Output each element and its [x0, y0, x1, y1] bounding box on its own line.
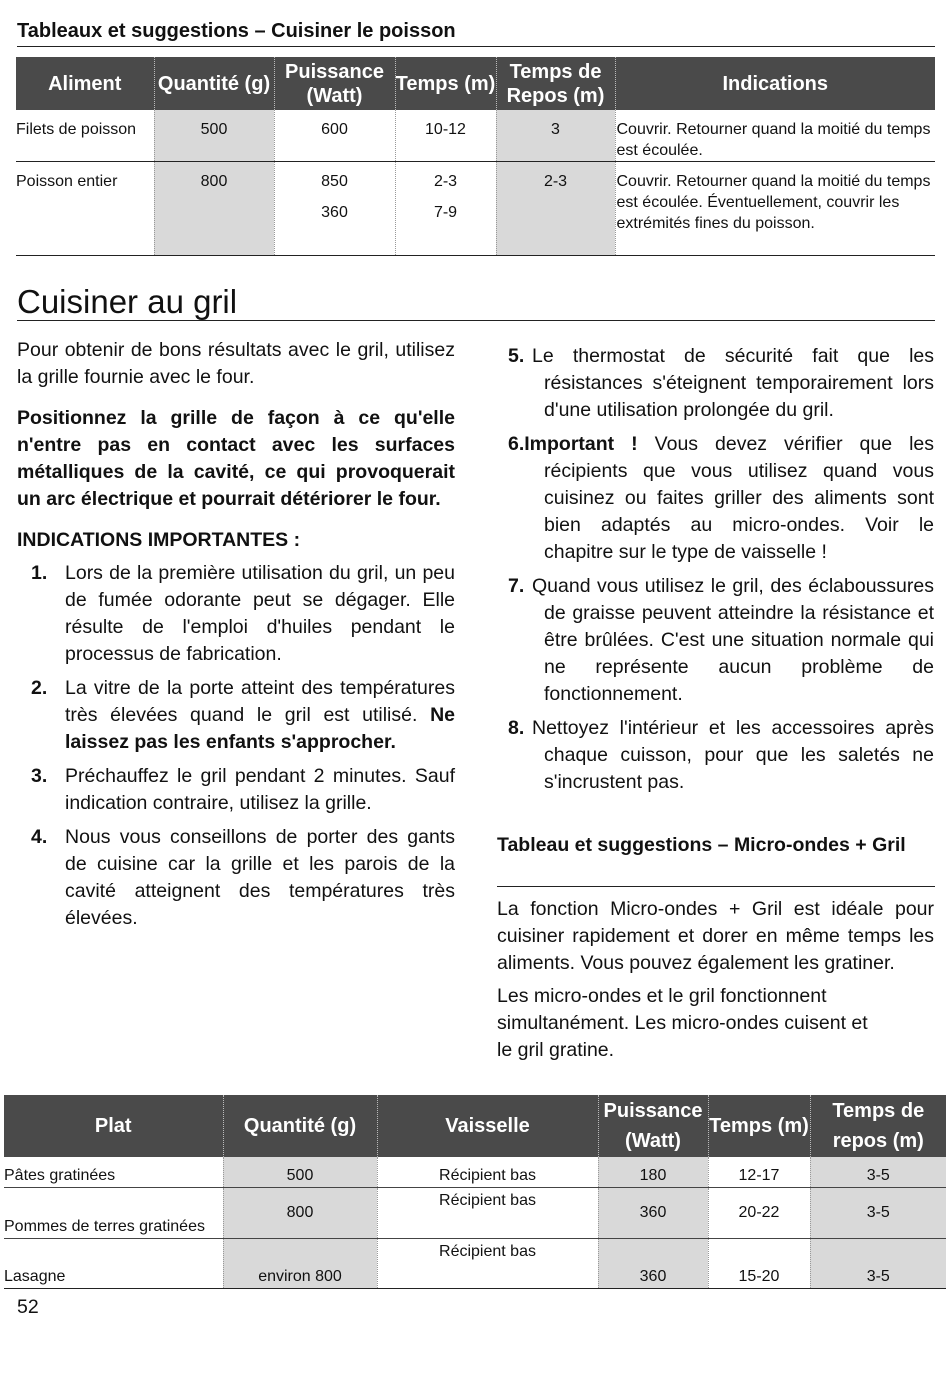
- list-item: [31, 763, 455, 817]
- cell-vaisselle: Récipient bas: [377, 1238, 598, 1288]
- cell-puissance: [274, 162, 395, 256]
- item-bold-text: Ne laissez pas les enfants s'approcher.: [65, 704, 455, 753]
- cell-puissance: 360: [598, 1238, 708, 1288]
- cell-temps: 12-17: [708, 1157, 810, 1187]
- item-text: Lors de la première utilisation du gril, un peu de fumée odorante peut se dégager. Elle résulte de l'emploi d'huiles pendant le processus de fabrication.: [65, 562, 455, 665]
- combo-paragraph-2: Les micro-ondes et le gril fonctionnent simultanément. Les micro-ondes cuisent et le gril gratine.: [497, 985, 868, 1061]
- cell-quantite: 500: [154, 110, 274, 162]
- cell-aliment: Poisson entier: [16, 173, 118, 190]
- item-text: La vitre de la porte atteint des températures très élevées quand le gril est utilisé.: [65, 677, 455, 726]
- divider: [17, 320, 935, 321]
- item-number: 7.: [508, 575, 525, 597]
- header-puissance: Puissance (Watt): [274, 57, 395, 110]
- item-text: Quand vous utilisez le gril, des éclaboussures de graisse peuvent atteindre la résistance et être brûlées. C'est une situation normale qui ne représente aucun problème de fonctionnement.: [532, 575, 934, 705]
- table-row: [4, 1187, 946, 1238]
- warning-text: Positionnez la grille de façon à ce qu'elle n'entre pas en contact avec les surfaces métalliques de la cavité, ce qui provoquerait un arc électrique et pourrait détériorer le four.: [17, 407, 455, 510]
- item-number: 5.: [508, 345, 525, 367]
- cell-repos: 3-5: [810, 1187, 946, 1238]
- cell-repos: 3-5: [810, 1238, 946, 1288]
- list-item: [508, 431, 934, 566]
- item-text: Le thermostat de sécurité fait que les résistances s'éteignent temporairement lors d'une utilisation prolongée du gril.: [532, 345, 934, 421]
- cell-plat: Pommes de terres gratinées: [4, 1217, 205, 1235]
- item-bold-text: Important !: [524, 433, 638, 455]
- divider: [497, 886, 935, 887]
- fish-table: [16, 57, 935, 256]
- cell-aliment: Filets de poisson: [16, 121, 137, 138]
- list-item: [508, 343, 934, 424]
- cell-puissance: 180: [598, 1157, 708, 1187]
- header-temps: Temps (m): [395, 57, 496, 110]
- item-text: Nettoyez l'intérieur et les accessoires après chaque cuisson, pour que les saletés ne s'incrustent pas.: [532, 717, 934, 793]
- list-item: [31, 560, 455, 668]
- value: 7-9: [433, 204, 458, 221]
- indications-list: [31, 560, 455, 932]
- cell-repos: 2-3: [496, 162, 615, 256]
- list-item: [31, 675, 455, 756]
- value: 2-3: [433, 173, 458, 190]
- cell-indications: Couvrir. Retourner quand la moitié du temps est écoulée.: [615, 110, 935, 162]
- header-repos: Temps de Repos (m): [496, 57, 615, 110]
- item-number: 8.: [508, 717, 525, 739]
- cell-temps: [395, 162, 496, 256]
- cell-plat: Lasagne: [4, 1267, 66, 1285]
- value: 850: [321, 173, 348, 190]
- divider: [17, 46, 935, 47]
- intro-text: Pour obtenir de bons résultats avec le gril, utilisez la grille fournie avec le four.: [17, 339, 455, 388]
- item-number: 6.: [508, 433, 525, 455]
- header-quantite: Quantité (g): [223, 1095, 377, 1157]
- cell-plat: Pâtes gratinées: [4, 1166, 116, 1184]
- item-text: Nous vous conseillons de porter des gants de cuisine car la grille et les parois de la cavité atteignent des températures très élevées.: [65, 826, 455, 929]
- cell-puissance: 600: [274, 110, 395, 162]
- cell-temps: 10-12: [395, 110, 496, 162]
- header-quantite: Quantité (g): [154, 57, 274, 110]
- combo-text: [497, 896, 934, 1064]
- header-temps: Temps (m): [708, 1095, 810, 1157]
- item-number: 3.: [31, 765, 48, 787]
- cell-repos: 3-5: [810, 1157, 946, 1187]
- item-number: 1.: [31, 562, 48, 584]
- item-number: 4.: [31, 826, 48, 848]
- cell-temps: 15-20: [708, 1238, 810, 1288]
- value: 360: [321, 204, 348, 221]
- combo-table-header: [4, 1095, 946, 1157]
- header-indications: Indications: [615, 57, 935, 110]
- page-number: 52: [17, 1296, 39, 1318]
- combo-title: Tableau et suggestions – Micro-ondes + Gril: [497, 834, 906, 856]
- cell-quantite: 800: [223, 1187, 377, 1238]
- cell-repos: 3: [496, 110, 615, 162]
- fish-table-title: Tableaux et suggestions – Cuisiner le poisson: [17, 20, 456, 42]
- left-column: [17, 337, 455, 932]
- combo-paragraph-1: La fonction Micro-ondes + Gril est idéale pour cuisiner rapidement et dorer en même temps les aliments. Vous pouvez également les gratiner.: [497, 898, 934, 974]
- table-row: [16, 162, 935, 256]
- list-item: [508, 573, 934, 708]
- section-title: Cuisiner au gril: [17, 283, 238, 320]
- cell-quantite: environ 800: [223, 1238, 377, 1288]
- table-row: [4, 1238, 946, 1288]
- header-repos: Temps de repos (m): [810, 1095, 946, 1157]
- list-item: [508, 715, 934, 796]
- combo-table: [4, 1095, 946, 1289]
- list-item: [31, 824, 455, 932]
- cell-quantite: 500: [223, 1157, 377, 1187]
- header-aliment: Aliment: [16, 57, 154, 110]
- cell-quantite: 800: [154, 162, 274, 256]
- header-plat: Plat: [4, 1095, 223, 1157]
- header-vaisselle: Vaisselle: [377, 1095, 598, 1157]
- cell-temps: 20-22: [708, 1187, 810, 1238]
- cell-vaisselle: Récipient bas: [377, 1187, 598, 1238]
- item-text: Préchauffez le gril pendant 2 minutes. Sauf indication contraire, utilisez la grille.: [65, 765, 455, 814]
- cell-puissance: 360: [598, 1187, 708, 1238]
- right-column: [508, 343, 934, 796]
- item-text: Vous devez vérifier que les récipients que vous utilisez quand vous cuisinez ou faites griller des aliments sont bien adaptés au micro-ondes. Voir le chapitre sur le type de vaisselle !: [544, 433, 935, 563]
- item-number: 2.: [31, 677, 48, 699]
- table-row: [4, 1157, 946, 1187]
- cell-indications: Couvrir. Retourner quand la moitié du temps est écoulée. Éventuellement, couvrir les extrémités fines du poisson.: [615, 162, 935, 256]
- table-row: [16, 110, 935, 162]
- header-puissance: Puissance (Watt): [598, 1095, 708, 1157]
- fish-table-header: [16, 57, 935, 110]
- cell-vaisselle: Récipient bas: [377, 1157, 598, 1187]
- indications-heading: INDICATIONS IMPORTANTES :: [17, 529, 301, 551]
